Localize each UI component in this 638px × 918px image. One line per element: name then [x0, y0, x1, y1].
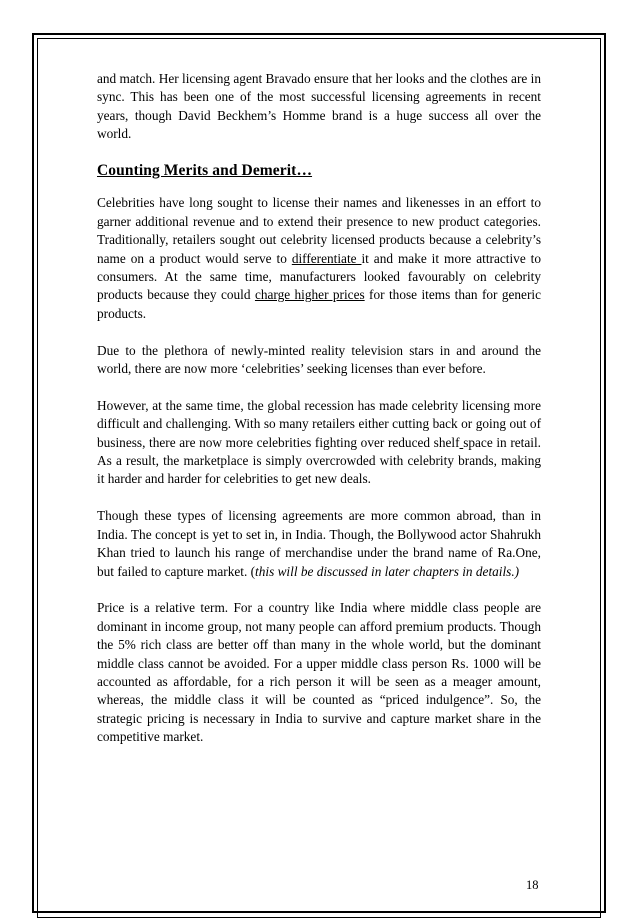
section-heading: Counting Merits and Demerit…: [97, 162, 313, 180]
paragraph-text: However, at the same time, the global recession has made celebrity licensing more difficult and challenging. With so many retailers either cutting back or going out of business, there are now more celebrities fighting over reduced shelf: [97, 397, 541, 450]
paragraph-pricing: Price is a relative term. For a country like India where middle class people are dominant in income group, not many people can afford premium products. Though the 5% rich class are better off than many in the whole world, but the dominant middle class cannot be avoided. For a upper middle class person Rs. 1000 will be accounted as affordable, for a rich person it will be seen as a meager amount, whereas, the middle class it will be counted as “priced indulgence”. So, the strategic pricing is necessary in India to survive and capture market share in the competitive market.: [97, 600, 541, 745]
paragraph-text: Celebrities have long sought to license their names and likenesses in an effort to garner additional revenue and to extend their presence to new product categories. Traditionally, retailers sought out celebrity licensed products because a celebrity’s name on a product would serve to: [97, 195, 541, 266]
paragraph-reality-stars: Due to the plethora of newly-minted reality television stars in and around the world, there are now more ‘celebrities’ seeking licenses than ever before.: [97, 342, 541, 377]
italic-note: this will be discussed in later chapters in details.): [255, 563, 520, 579]
document-body: [97, 70, 541, 765]
paragraph-text: Though these types of licensing agreements are more common abroad, than in India. The concept is yet to set in, in India. Though, the Bollywood actor Shahrukh Khan tried to launch his range of merchandise under the brand name of Ra.One, but failed to capture market. (: [97, 508, 541, 579]
differentiate-link[interactable]: differentiate: [291, 250, 362, 266]
paragraph-text: space in retail. As a result, the marketplace is simply overcrowded with celebrity brands, making it harder and harder for celebrities to get new deals.: [97, 434, 541, 487]
page-number: 18: [526, 878, 539, 892]
paragraph-text: it and make it more attractive to consumers. At the same time, manufacturers looked favourably on celebrity products because they could: [97, 250, 541, 303]
paragraph-recession: [97, 397, 541, 489]
paragraph-india-licensing: [97, 507, 541, 581]
paragraph-celebrities: [97, 194, 541, 323]
intro-paragraph: and match. Her licensing agent Bravado ensure that her looks and the clothes are in sync. This has been one of the most successful licensing agreements in recent years, though David Beckhem’s Homme brand is a huge success all over the world.: [97, 71, 541, 142]
charge-higher-prices-link[interactable]: charge higher prices: [254, 287, 365, 303]
paragraph-text: for those items than for generic products.: [97, 287, 541, 321]
